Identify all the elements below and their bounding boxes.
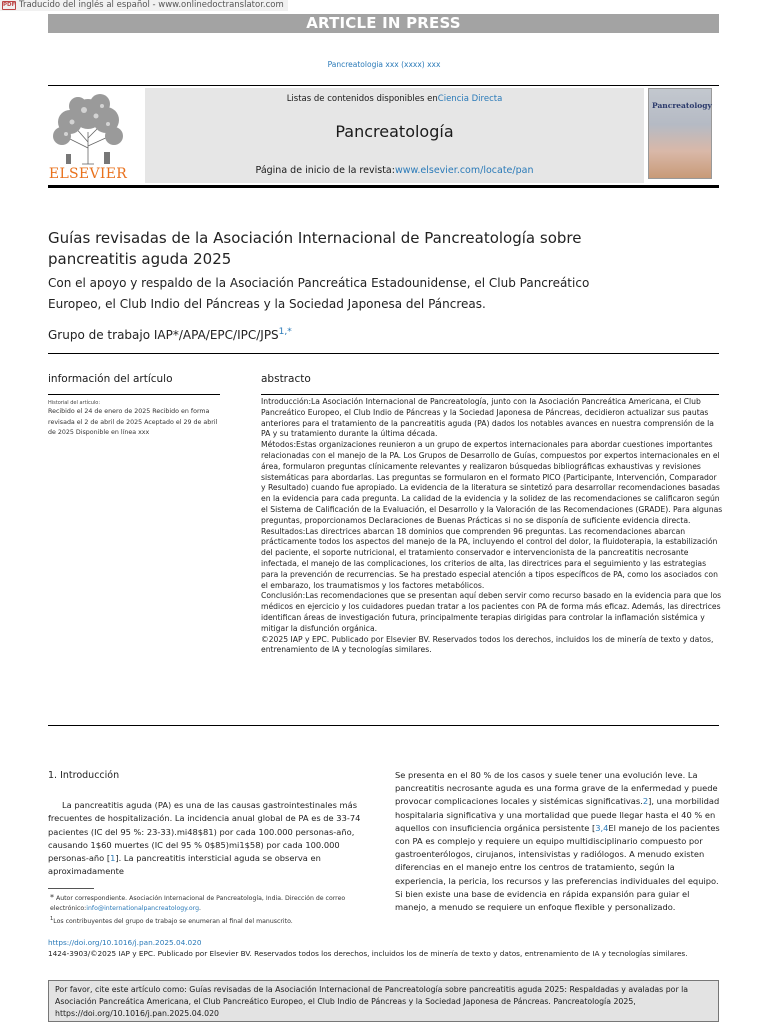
body-column-left: [48, 769, 376, 878]
issn-copyright: 1424-3903/©2025 IAP y EPC. Publicado por Elsevier BV. Reservados todos los derechos, incluidos los de minería de texto y datos, entrenamiento de IA y tecnologías similares.: [48, 949, 688, 958]
divider: [48, 394, 220, 395]
contributors-note: [50, 914, 376, 927]
footnotes: [50, 893, 376, 927]
article-in-press-banner: ARTICLE IN PRESS: [48, 14, 719, 33]
homepage-link[interactable]: www.elsevier.com/locate/pan: [394, 165, 534, 176]
reference-link[interactable]: 1: [110, 853, 116, 864]
contents-line: [145, 94, 644, 104]
divider: [48, 353, 719, 354]
homepage-line: [145, 165, 644, 176]
homepage-prefix: Página de inicio de la revista:: [255, 165, 395, 176]
abstract-body: [261, 397, 723, 656]
corresponding-author-note: [50, 893, 376, 914]
abstract-methods: Métodos:Estas organizaciones reunieron a un grupo de expertos internacionales para abordar cuestiones importantes relacionadas con el manejo de la PA. Los Grupos de Desarrollo de Guías, compuestos por expertos internacionales en el área, formularon preguntas clínicamente relevantes y realizaron búsquedas bibliográficas exhaustivas y revisiones sistemáticas para abordarlas. Las preguntas se formularon en el formato PICO (Participante, Intervención, Comparador y Resultado) cuando fue apropiado. La evidencia de la literatura se sintetizó para desarrollar recomendaciones basadas en la evidencia para cada pregunta. La calidad de la evidencia y la solidez de las recomendaciones se calificaron según el Sistema de Calificación de la Evaluación, el Desarrollo y la Valoración de las Recomendaciones (GRADE). Para algunas preguntas, proporcionamos Declaraciones de Buenas Prácticas si no se disponía de suficiente evidencia directa.: [261, 440, 723, 525]
journal-masthead: [48, 88, 719, 184]
contents-prefix: Listas de contenidos disponibles en: [286, 94, 438, 104]
footnote-mark: *: [50, 893, 54, 902]
author-group: Grupo de trabajo IAP*/APA/EPC/IPC/JPS: [48, 328, 279, 342]
footnote-mark: 1: [50, 916, 54, 922]
reference-link[interactable]: 2: [642, 796, 649, 807]
paragraph-text: ]. La pancreatitis intersticial aguda se observa en aproximadamente: [48, 853, 321, 877]
divider: [48, 888, 94, 889]
reference-link[interactable]: 3,4: [595, 822, 609, 833]
divider: [48, 725, 719, 726]
doi-link[interactable]: https://doi.org/10.1016/j.pan.2025.04.020: [48, 938, 202, 947]
article-title: Guías revisadas de la Asociación Internacional de Pancreatología sobre pancreatitis aguda 2025: [48, 229, 582, 268]
translate-icon: PDF: [3, 2, 16, 8]
divider: [261, 394, 719, 395]
footnote-text: .: [199, 905, 202, 912]
body-column-right: [395, 769, 721, 914]
abstract-conclusion: Conclusión:Las recomendaciones que se presentan aquí deben servir como recurso basado en la evidencia para que los médicos en ejercicio y los cuidadores puedan tratar a los pacientes con PA de forma más eficaz. Además, las directrices identifican áreas de investigación futura, principalmente terapias dirigidas para controlar la inflamación sistémica y mitigar la disfunción orgánica.: [261, 591, 722, 633]
paragraph-text: Se presenta en el 80 % de los casos y suele tener una evolución leve. La pancreatitis necrosante aguda es una forma grave de la enfermedad y puede provocar complicaciones locales y sistémicas significativas.: [395, 770, 718, 807]
section-heading: 1. Introducción: [48, 770, 120, 781]
abstract-copyright: ©2025 IAP y EPC. Publicado por Elsevier BV. Reservados todos los derechos, incluidos los de minería de texto y datos, entrenamiento de IA y tecnologías similares.: [261, 634, 714, 655]
abstract-heading: abstracto: [261, 373, 311, 385]
history-dates: Recibido el 24 de enero de 2025 Recibido en forma revisada el 2 de abril de 2025 Aceptado el 29 de abril de 2025 Disponible en línea xxx: [48, 408, 218, 436]
cover-title: Pancreatology: [652, 101, 712, 110]
history-label: Historial del artículo:: [48, 400, 101, 406]
journal-cover-thumbnail[interactable]: [648, 88, 712, 179]
divider: [48, 85, 719, 86]
author-line: [48, 327, 292, 342]
abstract-introduction: Introducción:La Asociación Internacional de Pancreatología, junto con la Asociación Pancreática Americana, el Club Pancreático Europeo, el Club Indio de Páncreas y la Sociedad Japonesa de Páncreas, decidieron actualizar sus pautas anteriores para el tratamiento de la pancreatitis aguda (PA) dados los notables avances en nuestra comprensión de la PA y su tratamiento durante la última década.: [261, 397, 714, 439]
journal-reference[interactable]: Pancreatologia xxx (xxxx) xxx: [327, 60, 441, 69]
author-footnote-marks[interactable]: 1,*: [278, 327, 292, 337]
sciencedirect-link[interactable]: Ciencia Directa: [437, 94, 503, 104]
email-link[interactable]: info@internationalpancreatology.org: [86, 905, 200, 912]
journal-title: Pancreatología: [335, 122, 454, 141]
translator-bar[interactable]: [0, 0, 288, 11]
publisher-name: ELSEVIER: [48, 166, 128, 182]
article-info-heading: información del artículo: [48, 373, 173, 385]
abstract-results: Resultados:Las directrices abarcan 18 dominios que comprenden 96 preguntas. Las recomendaciones abarcan prácticamente todos los aspectos del manejo de la PA, incluyendo el control del dolor, la fluidoterapia, la estabilización del paciente, el soporte nutricional, el tratamiento conservador e intervencionista de la pancreatitis necrosante infectada, el manejo de las complicaciones, los criterios de alta, las directrices para el seguimiento y las estrategias para la prevención de recurrencias. Se ha prestado especial atención a tipos específicos de PA, como los asociados con el embarazo, los traumatismos y los factores metabólicos.: [261, 526, 718, 590]
translator-text[interactable]: Traducido del inglés al español - www.onlinedoctranslator.com: [19, 0, 284, 10]
footnote-text: Autor correspondiente. Asociación Internacional de Pancreatología, India. Dirección de correo electrónico:: [50, 895, 346, 912]
journal-info-box: [145, 88, 644, 183]
tree-icon: [48, 92, 128, 166]
paragraph: [395, 769, 721, 914]
paragraph-text: La pancreatitis aguda (PA) es una de las causas gastrointestinales más frecuentes de hospitalización. La incidencia anual global de PA es de 33-74 pacientes (IC del 95 %: 23-33).mi48$81) por cada 100.000 personas-año, causando 1$60 muertes (IC del 95 % 0$85)mi1$58) por cada 100.000 personas-año [: [48, 800, 361, 864]
footnote-text: Los contribuyentes del grupo de trabajo se enumeran al final del manuscrito.: [53, 918, 293, 926]
citation-box: Por favor, cite este artículo como: Guías revisadas de la Asociación Internacional de Pancreatología sobre pancreatitis aguda 2025: Respaldadas y avaladas por la Asociación Pancreática Americana, el Club Pancreático Europeo, el Club Indio de Páncreas y la Sociedad Japonesa de Páncreas. Pancreatología 2025, https://doi.org/10.1016/j.pan.2025.04.020: [48, 980, 719, 1022]
paragraph-text: El manejo de los pacientes con PA es complejo y requiere un equipo multidisciplinario compuesto por gastroenterólogos, cirujanos, intensivistas y radiólogos. A menudo existen diferencias en el manejo entre los centros de tratamiento, según la experiencia, la pericia, los recursos y las preferencias individuales del equipo. Si bien existe una base de evidencia en rápida expansión para guiar el manejo, a menudo se requiere un enfoque flexible y personalizado.: [395, 822, 720, 913]
divider: [48, 185, 719, 188]
elsevier-logo: [48, 92, 128, 182]
article-history: [48, 400, 220, 439]
paragraph: [48, 799, 376, 878]
paragraph-text: ], una morbilidad hospitalaria significativa y una mortalidad que puede llegar hasta el 40 % en aquellos con insuficiencia orgánica persistente [: [395, 796, 720, 833]
article-subtitle: Con el apoyo y respaldo de la Asociación Pancreática Estadounidense, el Club Pancreático Europeo, el Club Indio del Páncreas y la Sociedad Japonesa del Páncreas.: [48, 276, 590, 311]
